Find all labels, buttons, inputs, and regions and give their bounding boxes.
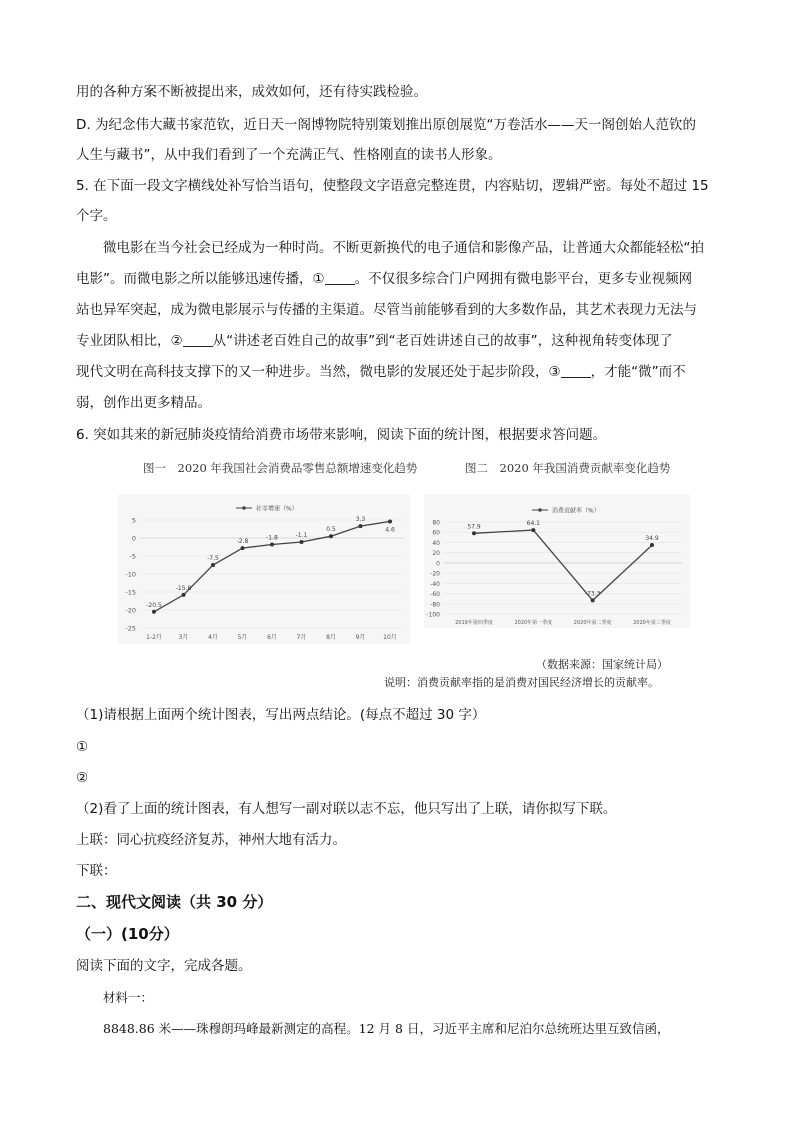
chart-background (118, 494, 410, 644)
data-label: -2.8 (236, 538, 249, 546)
lower-couplet-label: 下联： (76, 863, 117, 879)
x-tick-label: 10月 (383, 634, 397, 641)
reading-instruction: 阅读下面的文字，完成各题。 (76, 958, 252, 974)
blank-3[interactable] (561, 363, 591, 378)
data-point (152, 610, 156, 614)
x-tick-label: 2020年第一季度 (514, 620, 553, 626)
data-point (359, 524, 363, 528)
question-6: 6. 突如其来的新冠肺炎疫情给消费市场带来影响，阅读下面的统计图，根据要求答问题。 (76, 427, 607, 443)
data-point (531, 528, 535, 532)
passage-line1: 微电影在当今社会已经成为一种时尚。不断更新换代的电子通信和影像产品，让普通大众都能轻松“拍 (103, 240, 704, 256)
explain-note: 说明：消费贡献率指的是消费对国民经济增长的贡献率。 (384, 676, 659, 689)
data-label: -7.5 (207, 555, 219, 562)
y-tick-label: 20 (432, 550, 440, 558)
data-label: 57.9 (467, 523, 481, 531)
data-label: 64.1 (526, 520, 541, 528)
conclusion-1: ① (76, 739, 89, 755)
x-tick-label: 5月 (237, 634, 248, 641)
x-tick-label: 6月 (267, 634, 277, 641)
data-point (211, 563, 215, 567)
y-tick-label: 5 (131, 516, 136, 525)
section-2-title: 二、现代文阅读（共 30 分） (76, 893, 273, 911)
data-label: -20.5 (146, 601, 162, 609)
option-d-line2: 人生与藏书”，从中我们看到了一个充满正气、性格刚直的读书人形象。 (76, 147, 502, 163)
text-line: 用的各种方案不断被提出来，成效如何，还有待实践检验。 (76, 84, 427, 100)
y-tick-label: -80 (430, 601, 440, 609)
x-tick-label: 9月 (355, 634, 366, 641)
y-tick-label: -20 (125, 606, 136, 615)
data-point (300, 540, 304, 544)
passage-line3: 站也异军突起，成为微电影展示与传播的主渠道。尽管当前能够看到的大多数作品，其艺术表现力无法与 (76, 302, 697, 318)
blank-2[interactable] (183, 332, 213, 347)
y-tick-label: -20 (430, 570, 440, 578)
y-tick-label: 40 (432, 539, 440, 547)
chart1-svg (118, 494, 410, 644)
question-6-2: （2)看了上面的统计图表，有人想写一副对联以志不忘，他只写出了上联，请你拟写下联。 (76, 801, 617, 817)
chart2-title: 图二 2020 年我国消费贡献率变化趋势 (465, 461, 671, 475)
y-tick-label: 0 (436, 560, 440, 568)
data-point (472, 531, 476, 535)
data-point (241, 546, 245, 550)
y-tick-label: -25 (125, 624, 136, 633)
x-tick-label: 1-2月 (146, 634, 162, 641)
blank-1[interactable] (325, 270, 355, 285)
y-tick-label: 80 (432, 519, 440, 527)
chart2-svg (424, 494, 690, 628)
conclusion-2: ② (76, 770, 89, 786)
data-label: 0.5 (326, 526, 336, 534)
x-tick-label: 7月 (296, 634, 307, 641)
data-point (388, 519, 392, 523)
material-1-label: 材料一： (103, 990, 154, 1005)
y-tick-label: 0 (131, 534, 136, 543)
data-label: -1.8 (266, 534, 278, 542)
legend-label: 消费贡献率（%） (552, 507, 600, 515)
data-label: -15.8 (175, 584, 192, 592)
question-6-1: （1)请根据上面两个统计图表，写出两点结论。(每点不超过 30 字） (76, 707, 486, 723)
passage-line6: 弱，创作出更多精品。 (76, 395, 211, 411)
data-point (182, 593, 186, 597)
data-point (591, 598, 595, 602)
material-1-text: 8848.86 米——珠穆朗玛峰最新测定的高程。12 月 8 日，习近平主席和尼泊尔总统班达里互致信函， (103, 1021, 670, 1036)
question-5-cont: 个字。 (76, 208, 117, 224)
data-source-note: （数据来源：国家统计局） (536, 658, 668, 671)
subsection-1-title: （一）(10分） (76, 925, 179, 943)
data-label: -73.3 (584, 590, 601, 598)
x-tick-label: 2019年第四季度 (455, 620, 493, 626)
question-5: 5. 在下面一段文字横线处补写恰当语句，使整段文字语意完整连贯，内容贴切，逻辑严密。每处不超过 15 (76, 178, 709, 194)
data-label: 4.6 (385, 526, 395, 534)
passage-line4: 专业团队相比，② 从“讲述老百姓自己的故事”到“老百姓讲述自己的故事”，这种视角转变体现了 (76, 333, 673, 349)
legend-marker (242, 506, 246, 510)
legend-marker (538, 508, 542, 512)
data-label: 34.9 (645, 535, 659, 543)
x-tick-label: 2020年第三季度 (633, 620, 671, 626)
data-label: -1.1 (295, 531, 308, 539)
y-tick-label: -40 (430, 580, 440, 588)
passage-line5: 现代文明在高科技支撑下的又一种进步。当然，微电影的发展还处于起步阶段，③ ，才能“微”而不 (76, 364, 686, 380)
data-point (650, 543, 654, 547)
data-point (270, 542, 274, 546)
y-tick-label: -100 (426, 611, 440, 619)
option-d-line1: D. 为纪念伟大藏书家范钦，近日天一阁博物院特别策划推出原创展览“万卷活水——天一阁创始人范钦的 (76, 117, 696, 133)
x-tick-label: 8月 (326, 634, 336, 641)
y-tick-label: 60 (432, 529, 440, 537)
passage-line2: 电影”。而微电影之所以能够迅速传播，① 。不仅很多综合门户网拥有微电影平台，更多专业视频网 (76, 271, 693, 287)
upper-couplet: 上联：同心抗疫经济复苏，神州大地有活力。 (76, 832, 346, 848)
chart1-title: 图一 2020 年我国社会消费品零售总额增速变化趋势 (143, 461, 418, 475)
x-tick-label: 4月 (208, 634, 218, 641)
y-tick-label: -5 (129, 552, 136, 561)
x-tick-label: 3月 (178, 634, 189, 641)
y-tick-label: -60 (430, 591, 440, 599)
legend-label: 社零增速（%） (256, 505, 298, 513)
y-tick-label: -15 (125, 588, 136, 597)
x-tick-label: 2020年第二季度 (573, 620, 612, 626)
data-label: 3.3 (355, 516, 366, 524)
data-point (329, 534, 333, 538)
y-tick-label: -10 (125, 570, 136, 579)
